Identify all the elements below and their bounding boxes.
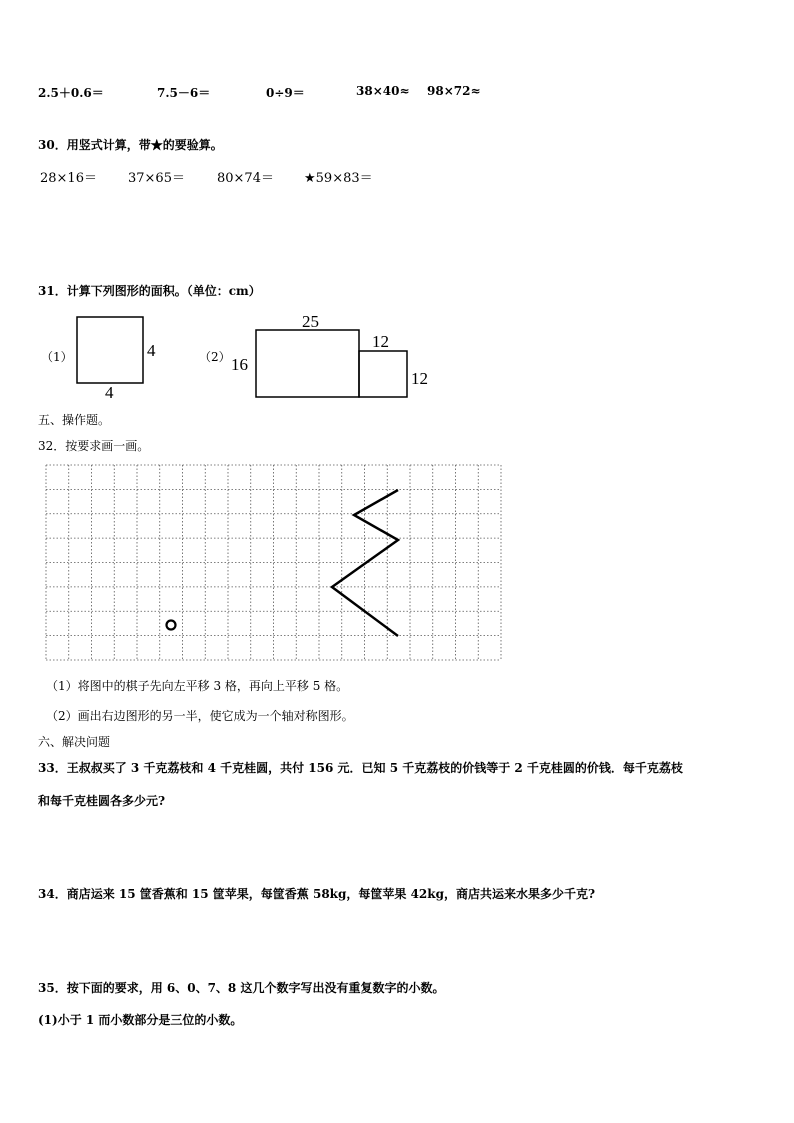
q30-item-2: 37×65＝ xyxy=(128,171,185,186)
q30-title: 30．用竖式计算，带★的要验算。 xyxy=(38,138,223,152)
q33-line2: 和每千克桂圆各多少元? xyxy=(38,794,166,808)
dotted-grid xyxy=(46,465,501,660)
estimate-2: 7.5－6＝ xyxy=(157,86,211,100)
estimate-5: 98×72≈ xyxy=(427,84,481,98)
q32-title: 32．按要求画一画。 xyxy=(38,439,150,453)
q35-title: 35．按下面的要求，用 6、0、7、8 这几个数字写出没有重复数字的小数。 xyxy=(38,981,445,995)
estimate-4: 38×40≈ xyxy=(356,84,410,98)
q31-title: 31．计算下列图形的面积。（单位：cm） xyxy=(38,284,261,298)
q33-line1: 33．王叔叔买了 3 千克荔枝和 4 千克桂圆，共付 156 元．已知 5 千克荔枝的价钱等于 2 千克桂圆的价钱．每千克荔枝 xyxy=(38,761,683,775)
q30-item-1: 28×16＝ xyxy=(40,171,97,186)
fig1-label: （1） xyxy=(41,350,73,364)
estimate-1: 2.5＋0.6＝ xyxy=(38,86,104,100)
fig2-big-left: 16 xyxy=(231,355,248,374)
square-figure xyxy=(77,317,143,383)
fig1-side-bottom: 4 xyxy=(105,383,114,402)
chess-piece[interactable] xyxy=(167,621,176,630)
q32-sub2: （2）画出右边图形的另一半，使它成为一个轴对称图形。 xyxy=(46,709,354,723)
q35-sub1: (1)小于 1 而小数部分是三位的小数。 xyxy=(38,1013,243,1027)
fig1-side-right: 4 xyxy=(147,341,156,360)
section5-heading: 五、操作题。 xyxy=(38,413,111,427)
q30-item-3: 80×74＝ xyxy=(217,171,274,186)
fig2-big-top: 25 xyxy=(302,312,319,331)
q32-sub1: （1）将图中的棋子先向左平移 3 格，再向上平移 5 格。 xyxy=(46,679,349,693)
section6-heading: 六、解决问题 xyxy=(38,735,111,749)
q30-item-4: ★59×83＝ xyxy=(304,171,373,186)
estimate-3: 0÷9＝ xyxy=(266,86,305,100)
q34-text: 34．商店运来 15 筐香蕉和 15 筐苹果，每筐香蕉 58kg，每筐苹果 42kg，商店共运来水果多少千克? xyxy=(38,887,596,901)
fig2-small-top: 12 xyxy=(372,332,389,351)
fig2-label: （2） xyxy=(199,350,231,364)
fig2-small-right: 12 xyxy=(411,369,428,388)
